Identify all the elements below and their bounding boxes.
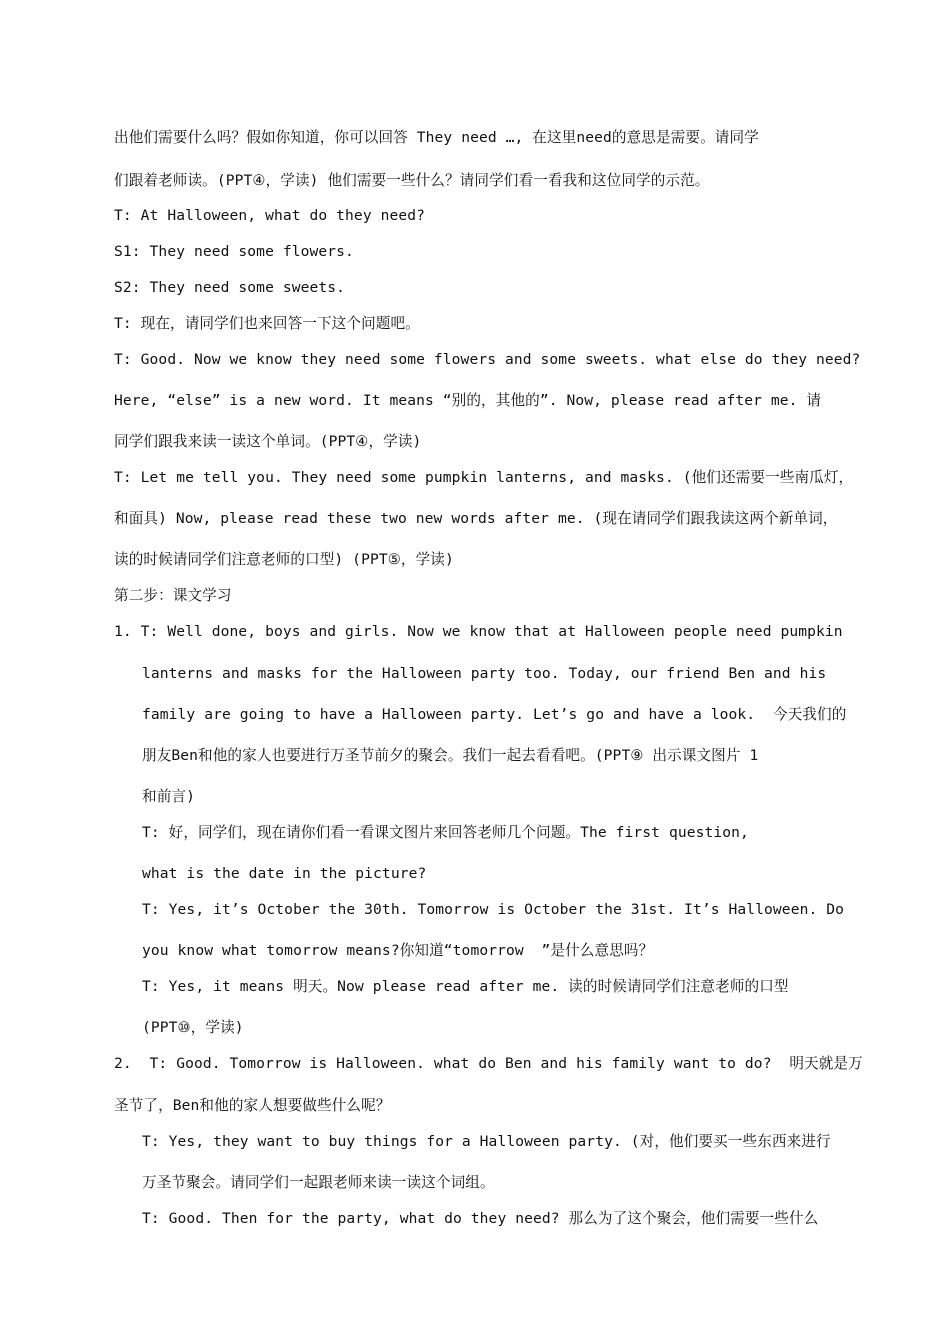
list-item-1: 1. T: Well done, boys and girls. Now we know that at Halloween people need pumpkin	[114, 623, 843, 640]
text-line: you know what tomorrow means?你知道“tomorrow ”是什么意思吗？	[142, 942, 654, 959]
text-line: 和面具) Now, please read these two new words after me. (现在请同学们跟我读这两个新单词，	[114, 510, 838, 527]
text-line: S1: They need some flowers.	[114, 243, 354, 260]
text-line: T: Yes, it’s October the 30th. Tomorrow is October the 31st. It’s Halloween. Do	[142, 901, 845, 918]
text-line: 万圣节聚会。请同学们一起跟老师来读一读这个词组。	[142, 1174, 495, 1191]
text-line: lanterns and masks for the Halloween party too. Today, our friend Ben and his	[142, 665, 827, 682]
text-line: 和前言)	[142, 788, 195, 805]
section-heading: 第二步：课文学习	[114, 587, 232, 604]
text-line: (PPT⑩，学读)	[142, 1019, 244, 1036]
text-line: 读的时候请同学们注意老师的口型) (PPT⑤，学读)	[114, 551, 454, 568]
text-line: T: Yes, it means 明天。Now please read after me. 读的时候请同学们注意老师的口型	[142, 978, 789, 995]
text-line: 圣节了，Ben和他的家人想要做些什么呢？	[114, 1097, 391, 1114]
text-line: 出他们需要什么吗？假如你知道，你可以回答 They need …, 在这里need的意思是需要。请同学	[114, 129, 759, 146]
text-line: T: Good. Now we know they need some flowers and some sweets. what else do they need?	[114, 351, 861, 368]
text-line: T: Yes, they want to buy things for a Halloween party. (对，他们要买一些东西来进行	[142, 1133, 831, 1150]
text-line: Here, “else” is a new word. It means “别的，其他的”. Now, please read after me. 请	[114, 392, 822, 409]
text-line: 同学们跟我来读一读这个单词。(PPT④，学读)	[114, 433, 422, 450]
text-line: T: Good. Then for the party, what do they need? 那么为了这个聚会，他们需要一些什么	[142, 1210, 819, 1227]
text-line: T: Let me tell you. They need some pumpkin lanterns, and masks. (他们还需要一些南瓜灯，	[114, 469, 854, 486]
text-line: T: 现在，请同学们也来回答一下这个问题吧。	[114, 315, 420, 332]
list-item-2: 2. T: Good. Tomorrow is Halloween. what do Ben and his family want to do? 明天就是万	[114, 1055, 863, 1072]
text-line: T: 好，同学们，现在请你们看一看课文图片来回答老师几个问题。The first question,	[142, 824, 749, 841]
text-line: S2: They need some sweets.	[114, 279, 346, 296]
text-line: T: At Halloween, what do they need?	[114, 207, 426, 224]
text-line: 们跟着老师读。(PPT④，学读) 他们需要一些什么？请同学们看一看我和这位同学的示范。	[114, 172, 710, 189]
text-line: what is the date in the picture?	[142, 865, 427, 882]
text-line: 朋友Ben和他的家人也要进行万圣节前夕的聚会。我们一起去看看吧。(PPT⑨ 出示课文图片 1	[142, 747, 759, 764]
text-line: family are going to have a Halloween party. Let’s go and have a look. 今天我们的	[142, 706, 847, 723]
